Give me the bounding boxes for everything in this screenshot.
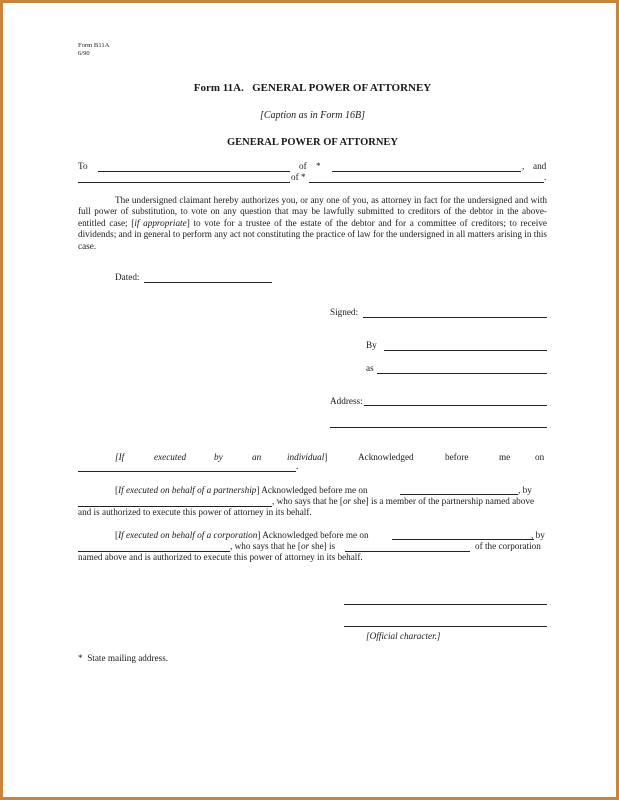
to-name-field[interactable] [98, 171, 290, 172]
c-says: , who says that he [ [230, 541, 301, 551]
paragraph-italic: if appropriate [134, 217, 187, 228]
c-italic: If executed on behalf of a corporation [118, 530, 258, 540]
ind-word-3: by [214, 452, 223, 462]
paragraph-text-1: The undersigned claimant hereby authorizes you, or any one of you, as attorney in fact for the undersigned and with full power of substitution, to vote on any question that may be lawfully submitted to creditors of the debtor in the above-entitled case; [ [78, 195, 547, 228]
partnership-line-3: and is authorized to execute this power of attorney in its behalf. [78, 507, 312, 517]
caption: [Caption as in Form 16B] [259, 110, 365, 121]
ind-word-6: Acknowledged [358, 452, 414, 462]
partnership-line-1 [115, 485, 368, 495]
authorization-paragraph [78, 195, 547, 252]
dated-field[interactable] [144, 282, 272, 283]
ind-word-5: individual [287, 452, 325, 462]
second-address-field[interactable] [309, 182, 544, 183]
ind-word-7: before [445, 452, 469, 462]
c-close: ] Acknowledged before me on [257, 530, 369, 540]
and-label: and [533, 161, 547, 171]
corporation-title-field[interactable] [345, 551, 470, 552]
period-mark: . [544, 172, 547, 182]
p-open: [ [115, 485, 119, 495]
to-address-field[interactable] [332, 171, 521, 172]
official-character-field[interactable] [344, 626, 547, 627]
ind-word-8: me [499, 452, 511, 462]
address-field-2[interactable] [330, 427, 547, 428]
p-or: or [342, 496, 352, 506]
c-of-corp: of the corporation [475, 541, 541, 551]
by-field[interactable] [384, 350, 547, 351]
address-field-1[interactable] [364, 405, 547, 406]
ind-word-1: [If [115, 452, 125, 462]
signed-field[interactable] [363, 317, 547, 318]
form-date: 6/90 [78, 50, 90, 57]
to-label: To [78, 161, 88, 171]
of-star-label: of * [291, 172, 306, 182]
asterisk-mark: * [316, 161, 321, 171]
signed-label: Signed: [330, 307, 359, 317]
c-open: [ [115, 530, 119, 540]
corporation-line-3: named above and is authorized to execute this power of attorney in its behalf. [78, 552, 363, 562]
official-character-label: [Official character.] [366, 631, 441, 641]
address-label: Address: [330, 396, 363, 406]
official-signature-field[interactable] [344, 604, 547, 605]
p-by: , by [518, 485, 532, 495]
c-or: or [300, 541, 310, 551]
individual-date-field[interactable] [78, 471, 296, 472]
paragraph-text-2: ] to vote for a trustee of the estate of the debtor and for a committee of creditors; to receive dividends; and in general to perform any act not constituting the practice of law for the undersigned in all matters arising in this case. [78, 217, 547, 251]
partnership-line-2 [272, 496, 534, 506]
corporation-line-1 [115, 530, 369, 540]
ind-word-4: an [252, 452, 262, 462]
footnote: * State mailing address. [78, 653, 169, 663]
document-subtitle: GENERAL POWER OF ATTORNEY [226, 137, 399, 148]
as-field[interactable] [377, 373, 547, 374]
individual-bracket-open [115, 452, 124, 462]
form-code: Form B11A [78, 42, 110, 49]
ind-bracket-close: ] [324, 452, 328, 462]
ind-word-9: on [535, 452, 545, 462]
document-page: Form B11A 6/90 Form 11A. GENERAL POWER OF ATTORNEY [Caption as in Form 16B] GENERAL POWER OF ATTORNEY To of * , and of * . The undersigned claimant hereby authorizes you, or any one of you, as attorney in fact for the undersigned and with full power of substitution, to vote on any question that may be lawfully submitted to creditors of the debtor in the above-entitled case; [if appropriate] to vote for a trustee of the estate of the debtor and for a committee of creditors; to receive dividends; and in general to perform any act not constituting the practice of law for the undersigned in all matters arising in this case. Dated: Signed: By as Address: [If executed by an individual] Acknowledged before me on . [If executed on behalf of a partnership] Acknowledged before me on , by , who says that he [or she] is a member of the partnership named above and is authorized to execute this power of attorney in its behalf. [If executed on behalf of a corporation] Acknowledged before me on , by , who says that he [or she] is of the corporation named above and is authorized to execute this power of attorney in its behalf. [Official character.] * State mailing address. [0, 0, 619, 800]
by-label: By [366, 340, 377, 350]
p-italic: If executed on behalf of a partnership [118, 485, 257, 495]
c-she-is: she] is [309, 541, 336, 551]
c-by: , by [531, 530, 545, 540]
partnership-date-field[interactable] [400, 494, 518, 495]
form-title: Form 11A. GENERAL POWER OF ATTORNEY [193, 82, 432, 94]
p-says: , who says that he [ [272, 496, 343, 506]
ind-period: . [296, 461, 299, 471]
dated-label: Dated: [115, 272, 140, 282]
as-label: as [366, 363, 374, 373]
p-rest: she] is a member of the partnership named above [351, 496, 535, 506]
ind-word-2: executed [154, 452, 187, 462]
of-label: of [299, 161, 307, 171]
corporation-date-field[interactable] [392, 539, 534, 540]
p-close: ] Acknowledged before me on [256, 485, 368, 495]
second-name-field[interactable] [78, 182, 290, 183]
corporation-line-2 [230, 541, 335, 551]
